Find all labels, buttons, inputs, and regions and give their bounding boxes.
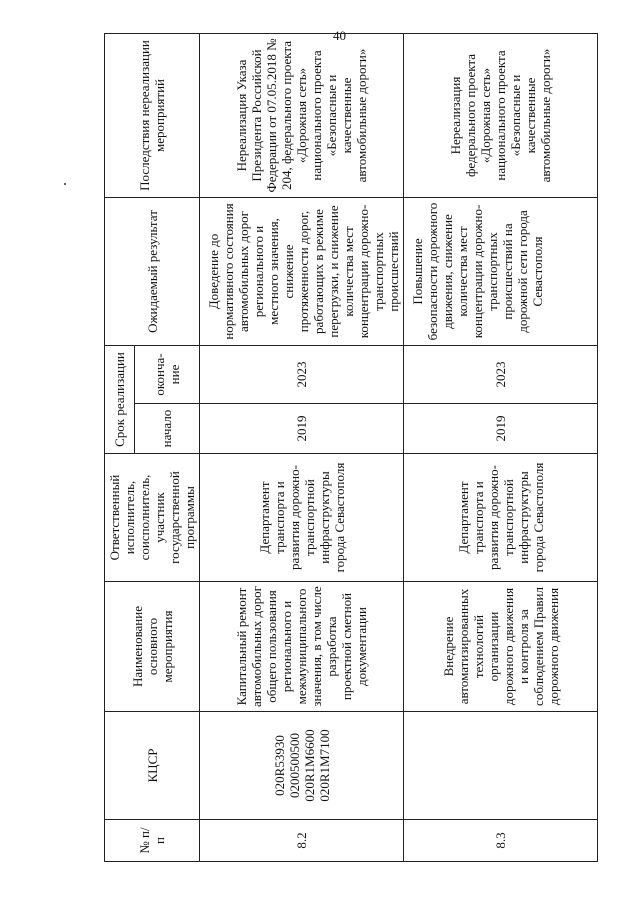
stray-dot xyxy=(64,183,66,185)
row-end: 2023 xyxy=(404,346,598,404)
header-end: оконча-ние xyxy=(134,346,199,404)
header-kcsr: КЦСР xyxy=(105,712,200,820)
header-consequences: Последствия нереализации мероприятий xyxy=(105,34,200,198)
row-result: Доведение до нормативного состояния автомобильных дорог регионального и местного значения, снижение протяженности дорог, работающих в режиме перегрузки, и снижение количества мест концентрации дорожно-транспортных происшествий xyxy=(200,198,404,346)
row-num: 8.2 xyxy=(200,820,404,862)
row-name: Внедрение автоматизированных технологий организации дорожного движения и контроля за соблюдением Правил дорожного движения xyxy=(404,582,598,712)
header-result: Ожидаемый результат xyxy=(105,198,200,346)
kcsr-code: 020R1M7100 xyxy=(316,729,332,802)
row-consequences: Нереализация федерального проекта «Дорожная сеть» национального проекта «Безопасные и качественные автомобильные дороги» xyxy=(404,34,598,198)
kcsr-code: 020R1M6600 xyxy=(301,729,317,802)
row-kcsr xyxy=(200,712,404,820)
row-start: 2019 xyxy=(404,404,598,454)
header-term: Срок реализации xyxy=(105,346,135,454)
header-num: № п/п xyxy=(105,820,200,862)
header-name: Наименование основного мероприятия xyxy=(105,582,200,712)
rotated-table-wrapper xyxy=(104,34,566,862)
row-num: 8.3 xyxy=(404,820,598,862)
row-name: Капитальный ремонт автомобильных дорог общего пользования регионального и межмуниципального значения, в том числе разработка проектной сметной документации xyxy=(200,582,404,712)
row-executor: Департамент транспорта и развития дорожно-транспортной инфраструктуры города Севастополя xyxy=(200,454,404,582)
row-end: 2023 xyxy=(200,346,404,404)
row-executor: Департамент транспорта и развития дорожно-транспортной инфраструктуры города Севастополя xyxy=(404,454,598,582)
kcsr-code: 0200500500 xyxy=(286,733,302,798)
row-start: 2019 xyxy=(200,404,404,454)
row-result: Повышение безопасности дорожного движения, снижение количества мест концентрации дорожно-транспортных происшествий на дорожной сети города Севастополя xyxy=(404,198,598,346)
table-row xyxy=(404,34,598,862)
header-row-1 xyxy=(105,34,135,862)
row-consequences: Нереализация Указа Президента Российской Федерации от 07.05.2018 № 204, федерального проекта «Дорожная сеть» национального проекта «Безопасные и качественные автомобильные дороги» xyxy=(200,34,404,198)
header-start: начало xyxy=(134,404,199,454)
table-row xyxy=(200,34,404,862)
header-executor: Ответственный исполнитель, соисполнитель, участник государственной программы xyxy=(105,454,200,582)
page-number: 40 xyxy=(333,28,346,43)
measures-table xyxy=(104,33,598,862)
kcsr-code: 020R53930 xyxy=(271,735,287,796)
row-kcsr xyxy=(404,712,598,820)
